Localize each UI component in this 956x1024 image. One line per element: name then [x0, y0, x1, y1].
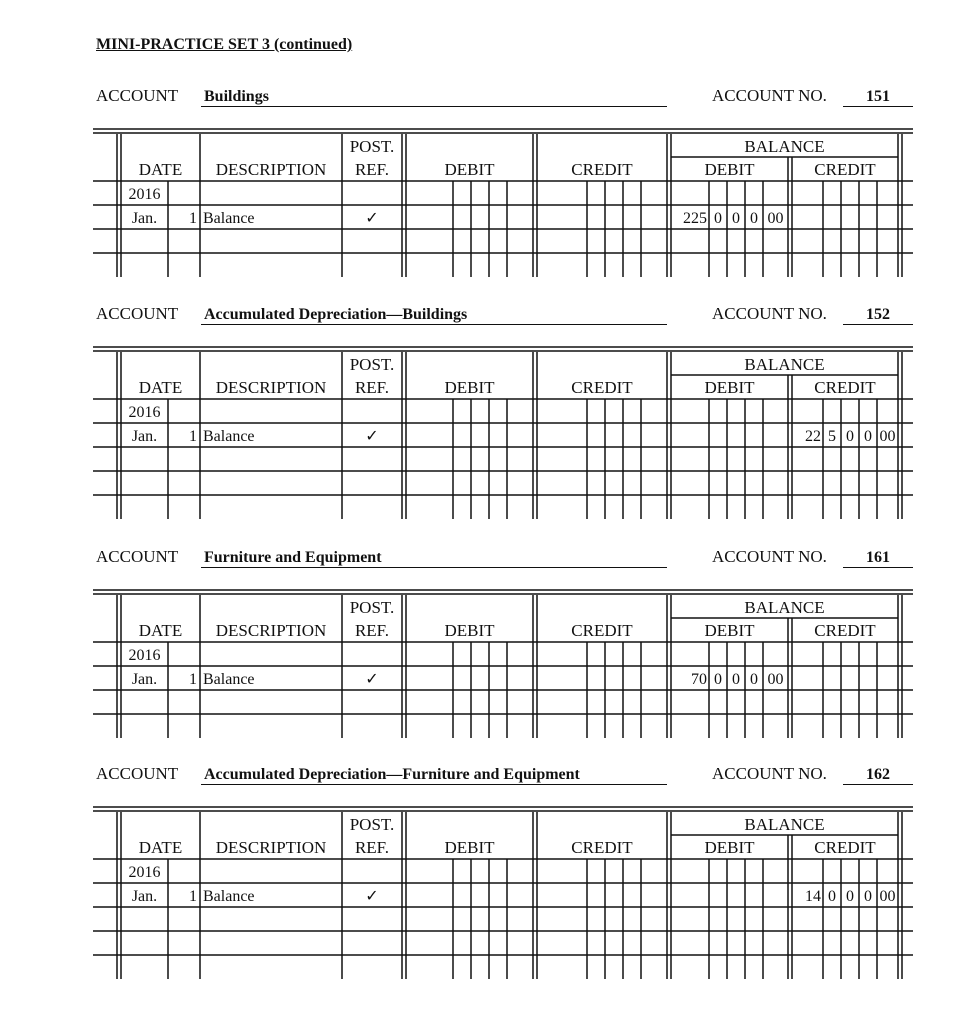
account-label: ACCOUNT [96, 304, 179, 323]
balance-credit-header: CREDIT [814, 378, 876, 397]
description-header: DESCRIPTION [215, 621, 327, 640]
amount-digit: 0 [750, 671, 758, 688]
account-number: 162 [866, 766, 890, 783]
page-title: MINI-PRACTICE SET 3 (continued) [96, 36, 353, 53]
description-header: DESCRIPTION [215, 838, 327, 857]
balance-header: BALANCE [744, 355, 825, 374]
balance-debit-header: DEBIT [704, 621, 755, 640]
description-header: DESCRIPTION [215, 160, 327, 179]
day-cell: 1 [189, 210, 197, 227]
post-ref-checkmark-icon: ✓ [365, 888, 379, 905]
credit-header: CREDIT [571, 160, 633, 179]
month-cell: Jan. [131, 671, 158, 688]
amount-digit: 0 [732, 210, 740, 227]
post-ref-header: POST. [349, 598, 395, 617]
amount-digit: 0 [846, 428, 854, 445]
month-cell: Jan. [131, 888, 158, 905]
debit-header: DEBIT [444, 160, 495, 179]
year-cell: 2016 [128, 404, 161, 421]
credit-header: CREDIT [571, 378, 633, 397]
account-name: Furniture and Equipment [204, 549, 382, 566]
post-ref-checkmark-icon: ✓ [365, 428, 379, 445]
amount-digit: 0 [714, 671, 722, 688]
balance-credit-header: CREDIT [814, 838, 876, 857]
year-cell: 2016 [128, 647, 161, 664]
day-cell: 1 [189, 671, 197, 688]
amount-digit: 0 [864, 428, 872, 445]
debit-header: DEBIT [444, 838, 495, 857]
balance-credit-header: CREDIT [814, 160, 876, 179]
post-ref-header: REF. [354, 621, 390, 640]
description-cell: Balance [203, 671, 255, 688]
amount-digit: 0 [846, 888, 854, 905]
ledger-table [0, 545, 956, 742]
date-header: DATE [138, 621, 183, 640]
account-label: ACCOUNT [96, 547, 179, 566]
account-no-label: ACCOUNT NO. [712, 547, 827, 566]
credit-header: CREDIT [571, 621, 633, 640]
account-number: 151 [866, 88, 890, 105]
amount-digit: 00 [767, 210, 784, 227]
amount-digit: 14 [805, 888, 821, 905]
date-header: DATE [138, 160, 183, 179]
account-label: ACCOUNT [96, 764, 179, 783]
post-ref-header: REF. [354, 160, 390, 179]
amount-digit: 5 [828, 428, 836, 445]
amount-digit: 22 [805, 428, 821, 445]
date-header: DATE [138, 838, 183, 857]
amount-digit: 0 [828, 888, 836, 905]
amount-digit: 0 [732, 671, 740, 688]
post-ref-checkmark-icon: ✓ [365, 210, 379, 227]
debit-header: DEBIT [444, 378, 495, 397]
ledger-table [0, 302, 956, 523]
account-name: Buildings [204, 88, 269, 105]
ledger-table [0, 84, 956, 281]
post-ref-header: REF. [354, 378, 390, 397]
post-ref-header: REF. [354, 838, 390, 857]
account-number: 152 [866, 306, 890, 323]
amount-digit: 00 [767, 671, 784, 688]
amount-digit: 0 [750, 210, 758, 227]
year-cell: 2016 [128, 186, 161, 203]
balance-header: BALANCE [744, 598, 825, 617]
amount-digit: 70 [691, 671, 707, 688]
description-header: DESCRIPTION [215, 378, 327, 397]
balance-header: BALANCE [744, 137, 825, 156]
year-cell: 2016 [128, 864, 161, 881]
amount-digit: 00 [879, 888, 896, 905]
account-no-label: ACCOUNT NO. [712, 304, 827, 323]
balance-debit-header: DEBIT [704, 838, 755, 857]
amount-digit: 00 [879, 428, 896, 445]
balance-header: BALANCE [744, 815, 825, 834]
balance-credit-header: CREDIT [814, 621, 876, 640]
amount-digit: 225 [683, 210, 707, 227]
post-ref-header: POST. [349, 137, 395, 156]
description-cell: Balance [203, 210, 255, 227]
post-ref-checkmark-icon: ✓ [365, 671, 379, 688]
debit-header: DEBIT [444, 621, 495, 640]
balance-debit-header: DEBIT [704, 160, 755, 179]
credit-header: CREDIT [571, 838, 633, 857]
ledger-table [0, 762, 956, 983]
account-no-label: ACCOUNT NO. [712, 86, 827, 105]
month-cell: Jan. [131, 210, 158, 227]
date-header: DATE [138, 378, 183, 397]
account-number: 161 [866, 549, 890, 566]
account-no-label: ACCOUNT NO. [712, 764, 827, 783]
post-ref-header: POST. [349, 355, 395, 374]
description-cell: Balance [203, 428, 255, 445]
post-ref-header: POST. [349, 815, 395, 834]
account-label: ACCOUNT [96, 86, 179, 105]
amount-digit: 0 [714, 210, 722, 227]
description-cell: Balance [203, 888, 255, 905]
month-cell: Jan. [131, 428, 158, 445]
account-name: Accumulated Depreciation—Furniture and Equipment [204, 766, 580, 783]
account-name: Accumulated Depreciation—Buildings [204, 306, 468, 323]
day-cell: 1 [189, 888, 197, 905]
balance-debit-header: DEBIT [704, 378, 755, 397]
day-cell: 1 [189, 428, 197, 445]
amount-digit: 0 [864, 888, 872, 905]
